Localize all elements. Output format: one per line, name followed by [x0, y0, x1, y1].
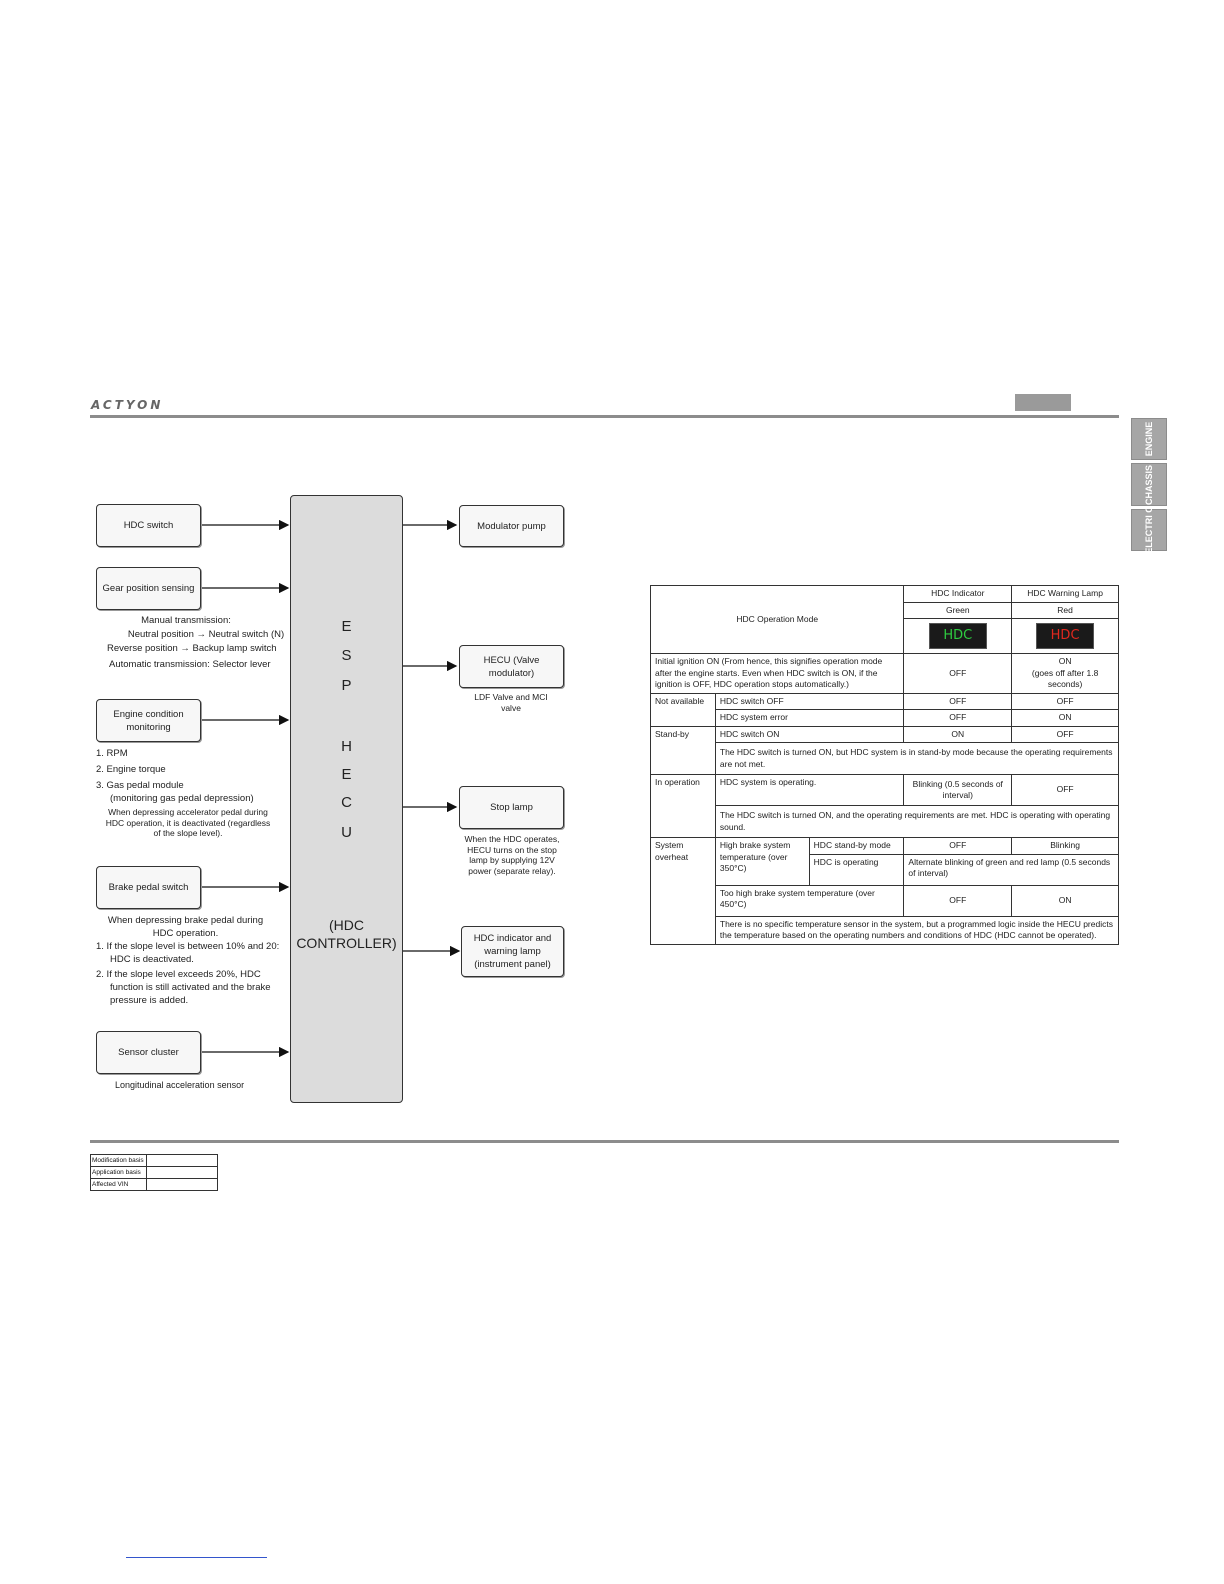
head-red: Red	[1012, 602, 1119, 619]
na-system-error: HDC system error	[715, 710, 904, 727]
hecu-letter: U	[341, 824, 352, 841]
oh-too-high-ind: OFF	[904, 885, 1012, 916]
stop-lamp-box: Stop lamp	[459, 786, 564, 829]
op-system-operating: HDC system is operating.	[715, 775, 904, 806]
esp-letter: P	[341, 677, 352, 694]
oh-standby-ind: OFF	[904, 838, 1012, 855]
head-mode: HDC Operation Mode	[651, 586, 904, 654]
hdc-switch-box: HDC switch	[96, 504, 201, 547]
op-ind: Blinking (0.5 seconds of interval)	[904, 775, 1012, 806]
side-tab-engine[interactable]: ENGINE	[1131, 418, 1167, 460]
side-tab-electric[interactable]: ELECTRI C	[1131, 509, 1167, 551]
oh-standby: HDC stand-by mode	[809, 838, 904, 855]
sensor-cluster-box: Sensor cluster	[96, 1031, 201, 1074]
hecu-letter: H	[341, 738, 352, 755]
in-operation-label: In operation	[651, 775, 716, 838]
gear-position-box: Gear position sensing	[96, 567, 201, 610]
side-tab-chassis[interactable]: CHASSIS	[1131, 463, 1167, 506]
head-indicator: HDC Indicator	[904, 586, 1012, 603]
overheat-note: There is no specific temperature sensor in the system, but a programmed logic inside the HECU predicts the temperature based on the operating numbers and conditions of HDC (HDC cannot be operated).	[715, 916, 1118, 944]
oh-too-high: Too high brake system temperature (over 450°C)	[715, 885, 904, 916]
esp-letter: S	[341, 647, 352, 664]
hdc-green-lamp-icon: HDC	[929, 623, 987, 649]
engine-note-gas-2: (monitoring gas pedal depression)	[110, 793, 254, 804]
gear-note-neutral: Neutral position → Neutral switch (N)	[127, 629, 285, 640]
modification-table	[90, 1154, 218, 1191]
brake-note-2: 2. If the slope level exceeds 20%, HDC function is still activated and the brake pressure is added.	[96, 969, 271, 1006]
hdc-mode-table	[650, 585, 1119, 945]
oh-too-high-warn: ON	[1012, 885, 1119, 916]
standby-note: The HDC switch is turned ON, but HDC system is in stand-by mode because the operating requirements are not met.	[715, 743, 1118, 775]
footer-link-underline[interactable]	[126, 1557, 267, 1558]
na-system-error-warn: ON	[1012, 710, 1119, 727]
op-warn: OFF	[1012, 775, 1119, 806]
mod-basis-value	[147, 1155, 218, 1167]
oh-standby-warn: Blinking	[1012, 838, 1119, 855]
oh-operating: HDC is operating	[809, 854, 904, 885]
brake-note: When depressing brake pedal during HDC operation.	[107, 915, 264, 939]
esp-hecu-block	[290, 495, 403, 1103]
not-available-label: Not available	[651, 693, 716, 726]
oh-high-temp: High brake system temperature (over 350°C)	[715, 838, 809, 886]
hdc-red-lamp-icon: HDC	[1036, 623, 1094, 649]
hecu-letter: E	[341, 766, 352, 783]
affected-vin-value	[147, 1179, 218, 1191]
na-system-error-ind: OFF	[904, 710, 1012, 727]
hdc-indicator-box: HDC indicator and warning lamp (instrument panel)	[461, 926, 564, 977]
app-basis-value	[147, 1167, 218, 1179]
gear-note-manual: Manual transmission:	[141, 615, 231, 626]
initial-ind: OFF	[904, 654, 1012, 694]
hecu-valve-box: HECU (Valve modulator)	[459, 645, 564, 688]
na-switch-off: HDC switch OFF	[715, 693, 904, 710]
engine-note-gas: 3. Gas pedal module	[96, 780, 184, 791]
brake-note-1: 1. If the slope level is between 10% and 20: HDC is deactivated.	[96, 941, 280, 965]
na-switch-off-ind: OFF	[904, 693, 1012, 710]
app-basis-label: Application basis	[91, 1167, 147, 1179]
sb-switch-on-ind: ON	[904, 726, 1012, 743]
hecu-letter: C	[341, 794, 352, 811]
hdc-controller-label: (HDC	[329, 917, 364, 933]
gear-note-auto: Automatic transmission: Selector lever	[109, 659, 271, 670]
mod-basis-label: Modification basis	[91, 1155, 147, 1167]
initial-warn: ON (goes off after 1.8 seconds)	[1012, 654, 1119, 694]
initial-desc: Initial ignition ON (From hence, this signifies operation mode after the engine starts. Even when HDC switch is ON, if the ignition is OFF, HDC operation stops automatically.)	[651, 654, 904, 694]
engine-note-rpm: 1. RPM	[96, 748, 128, 759]
oh-operating-val: Alternate blinking of green and red lamp (0.5 seconds of interval)	[904, 854, 1119, 885]
head-warning: HDC Warning Lamp	[1012, 586, 1119, 603]
affected-vin-label: Affected VIN	[91, 1179, 147, 1191]
esp-letter: E	[341, 618, 352, 635]
hdc-controller-label-2: CONTROLLER)	[296, 935, 397, 951]
standby-label: Stand-by	[651, 726, 716, 775]
in-operation-note: The HDC switch is turned ON, and the operating requirements are met. HDC is operating with operating sound.	[715, 806, 1118, 838]
brake-pedal-box: Brake pedal switch	[96, 866, 201, 909]
footer-rule	[90, 1140, 1119, 1143]
overheat-label: System overheat	[651, 838, 716, 945]
head-green: Green	[904, 602, 1012, 619]
engine-note-deactivate: When depressing accelerator pedal during HDC operation, it is deactivated (regardless of the slope level).	[105, 807, 271, 838]
engine-condition-box: Engine condition monitoring	[96, 699, 201, 742]
modulator-pump-box: Modulator pump	[459, 505, 564, 547]
sb-switch-on: HDC switch ON	[715, 726, 904, 743]
stop-lamp-note: When the HDC operates, HECU turns on the stop lamp by supplying 12V power (separate relay).	[464, 834, 560, 876]
gear-note-reverse: Reverse position → Backup lamp switch	[107, 643, 277, 654]
actyon-logo: ACTYON	[91, 398, 164, 412]
sensor-note: Longitudinal acceleration sensor	[115, 1080, 245, 1090]
na-switch-off-warn: OFF	[1012, 693, 1119, 710]
sb-switch-on-warn: OFF	[1012, 726, 1119, 743]
engine-note-torque: 2. Engine torque	[96, 764, 166, 775]
hecu-note: LDF Valve and MCI valve	[474, 692, 548, 713]
